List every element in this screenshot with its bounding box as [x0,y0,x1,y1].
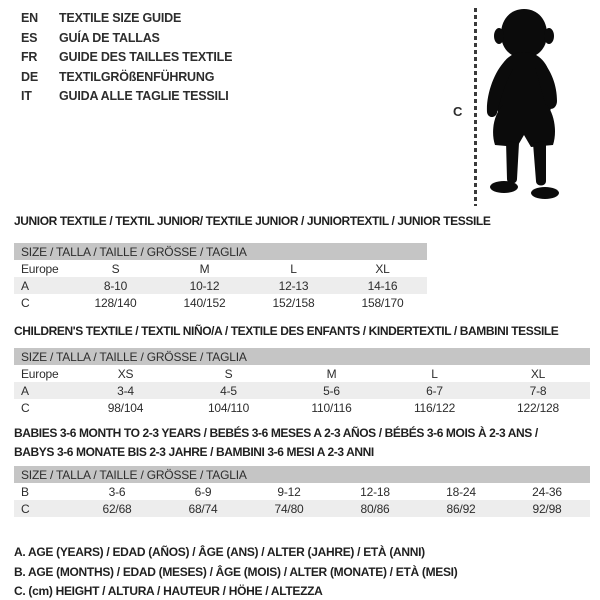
children-size-table [14,348,590,416]
table-cell: 6-7 [383,382,486,399]
language-title-block [21,9,232,107]
language-code: IT [21,89,32,103]
table-row [14,399,590,416]
table-cell: 158/170 [361,295,404,310]
language-row [21,29,232,49]
size-header-band: SIZE / TALLA / TAILLE / GRÖSSE / TAGLIA [14,348,590,365]
table-cell: 24-36 [532,484,562,499]
guide-title: GUIDA ALLE TAGLIE TESSILI [59,89,229,103]
language-row [21,87,232,107]
table-cell: M [199,261,210,276]
table-row [14,500,590,517]
table-cell: L [431,366,438,381]
table-cell: 12-13 [249,277,338,294]
language-code: DE [21,69,38,84]
table-cell: 4-5 [177,382,280,399]
table-cell: 12-18 [360,484,390,499]
table-cell: 18-24 [446,484,476,499]
junior-table-title: JUNIOR TEXTILE / TEXTIL JUNIOR/ TEXTILE JUNIOR / JUNIORTEXTIL / JUNIOR TESSILE [14,214,491,228]
legend-line-c: C. (cm) HEIGHT / ALTURA / HAUTEUR / HÖHE / ALTEZZA [14,584,323,598]
language-code: EN [21,11,38,25]
table-cell: 10-12 [160,277,249,294]
table-cell: 80/86 [332,500,418,517]
table-cell: XS [117,366,134,381]
babies-size-table [14,466,590,517]
table-cell: M [326,366,337,381]
table-cell: 7-8 [486,382,590,399]
table-cell: 98/104 [107,400,144,415]
table-cell: 92/98 [504,500,590,517]
table-cell: 68/74 [160,500,246,517]
table-cell: S [111,261,120,276]
table-row [14,382,590,399]
height-measure-label: C [453,104,463,119]
table-cell: XL [530,366,546,381]
height-measure-dashed-line [474,8,477,206]
legend-line-a: A. AGE (YEARS) / EDAD (AÑOS) / ÂGE (ANS) / ALTER (JAHRE) / ETÀ (ANNI) [14,545,425,559]
table-row [14,483,590,500]
table-cell: 8-10 [71,277,160,294]
table-row [14,365,590,382]
table-cell: 5-6 [280,382,383,399]
table-cell: 104/110 [207,400,250,415]
table-cell: 116/122 [413,400,456,415]
table-row [14,294,427,311]
table-cell: 110/116 [311,400,352,415]
row-label: Europe [21,366,59,381]
table-header-row [14,348,590,365]
table-row [14,277,427,294]
babies-table-title [14,424,538,462]
language-row [21,68,232,88]
toddler-silhouette-icon [478,5,578,205]
children-table-title: CHILDREN'S TEXTILE / TEXTIL NIÑO/A / TEXTILE DES ENFANTS / KINDERTEXTIL / BAMBINI TESSILE [14,324,559,338]
table-cell: 128/140 [94,295,137,310]
guide-title: GUÍA DE TALLAS [59,30,160,45]
table-cell: 9-12 [277,484,301,499]
table-header-row [14,466,590,483]
legend-line-b: B. AGE (MONTHS) / EDAD (MESES) / ÂGE (MOIS) / ALTER (MONATE) / ETÀ (MESI) [14,564,458,579]
table-cell: 86/92 [418,500,504,517]
table-cell: 3-4 [74,382,177,399]
guide-title: TEXTILGRÖßENFÜHRUNG [59,69,215,84]
table-cell: 6-9 [194,484,212,499]
row-label: A [14,277,71,294]
table-header-row [14,243,427,260]
table-cell: 152/158 [272,295,315,310]
row-label: B [21,484,29,499]
table-row [14,260,427,277]
guide-title: TEXTILE SIZE GUIDE [59,11,182,25]
row-label: A [14,382,74,399]
table-cell: 62/68 [74,500,160,517]
table-cell: 74/80 [246,500,332,517]
table-cell: L [290,261,297,276]
row-label: Europe [21,261,59,276]
table-cell: 140/152 [183,295,226,310]
row-label: C [21,295,30,310]
language-row [21,9,232,29]
language-code: ES [21,30,38,45]
babies-title-line1: BABIES 3-6 MONTH TO 2-3 YEARS / BEBÉS 3-6 MESES A 2-3 AÑOS / BÉBÉS 3-6 MOIS À 2-3 ANS / [14,426,538,440]
language-row [21,48,232,68]
table-cell: XL [375,261,390,276]
guide-title: GUIDE DES TAILLES TEXTILE [59,50,233,64]
table-cell: 122/128 [517,400,559,415]
size-header-band: SIZE / TALLA / TAILLE / GRÖSSE / TAGLIA [14,466,590,483]
row-label: C [21,400,30,415]
babies-title-line2: BABYS 3-6 MONATE BIS 2-3 JAHRE / BAMBINI 3-6 MESI A 2-3 ANNI [14,445,374,459]
language-code: FR [21,50,38,64]
table-cell: S [224,366,233,381]
row-label: C [14,500,74,517]
measurement-legend [14,543,457,600]
junior-size-table [14,243,427,311]
size-header-band: SIZE / TALLA / TAILLE / GRÖSSE / TAGLIA [14,243,427,260]
table-cell: 3-6 [108,484,126,499]
table-cell: 14-16 [338,277,427,294]
